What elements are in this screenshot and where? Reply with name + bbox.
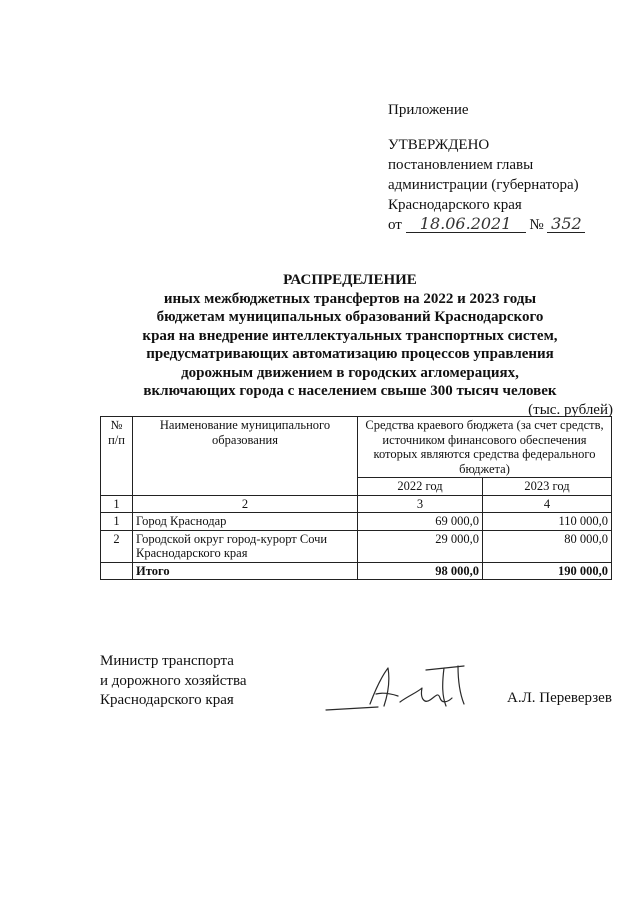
approved-line-1: постановлением главы (388, 157, 534, 173)
table-total-row (101, 562, 612, 580)
row-num: 2 (101, 530, 133, 562)
header-name: Наименование муниципального образования (133, 417, 358, 496)
signatory-name: А.Л. Переверзев (507, 690, 612, 706)
title-line-5: дорожным движением в городских агломерациях, (181, 364, 519, 381)
table-row (101, 513, 612, 531)
row-num: 1 (101, 513, 133, 531)
position-line-1: Министр транспорта (100, 653, 234, 669)
header-year-2022: 2022 год (358, 478, 483, 496)
table-row (101, 530, 612, 562)
header-year-2023: 2023 год (483, 478, 612, 496)
date-number-line (388, 215, 585, 235)
date-value: 18.06.2021 (406, 216, 526, 233)
table-header-row (101, 417, 612, 478)
date-prefix: от (388, 217, 402, 233)
position-line-2: и дорожного хозяйства (100, 672, 247, 689)
row-name: Город Краснодар (133, 513, 358, 531)
row-2022: 29 000,0 (358, 530, 483, 562)
table-colnum-row (101, 495, 612, 513)
approved-line-3: Краснодарского края (388, 197, 522, 213)
row-2023: 110 000,0 (483, 513, 612, 531)
distribution-table (100, 416, 612, 580)
position-line-3: Краснодарского края (100, 692, 234, 708)
total-label: Итого (133, 562, 358, 580)
header-num: № п/п (101, 417, 133, 496)
signature-position (100, 652, 247, 711)
title-heading: РАСПРЕДЕЛЕНИЕ (283, 272, 417, 288)
approved-label: УТВЕРЖДЕНО (388, 137, 490, 153)
total-2023: 190 000,0 (483, 562, 612, 580)
units-label: (тыс. рублей) (528, 402, 613, 418)
title-line-2: бюджетам муниципальных образований Краснодарского (156, 309, 544, 325)
title-line-6: включающих города с населением свыше 300 тысяч человек (143, 383, 557, 399)
row-2023: 80 000,0 (483, 530, 612, 562)
colnum-4: 4 (483, 495, 612, 513)
appendix-block (388, 100, 585, 235)
title-line-1: иных межбюджетных трансфертов на 2022 и 2023 годы (163, 290, 537, 307)
colnum-3: 3 (358, 495, 483, 513)
handwritten-signature (318, 658, 498, 720)
title-line-4: предусматривающих автоматизацию процессов управления (146, 346, 554, 362)
approved-line-2: администрации (губернатора) (388, 177, 579, 193)
row-name: Городской округ город-курорт Сочи Краснодарского края (133, 530, 358, 562)
number-prefix: № (529, 217, 544, 233)
appendix-label: Приложение (388, 102, 469, 118)
title-line-3: края на внедрение интеллектуальных транспортных систем, (142, 327, 558, 344)
total-2022: 98 000,0 (358, 562, 483, 580)
colnum-2: 2 (133, 495, 358, 513)
row-2022: 69 000,0 (358, 513, 483, 531)
number-value: 352 (547, 216, 585, 233)
header-funds: Средства краевого бюджета (за счет средств, источником финансового обеспечения которых являются средства федерального бюджета) (358, 417, 612, 478)
document-title (90, 271, 610, 401)
colnum-1: 1 (101, 495, 133, 513)
